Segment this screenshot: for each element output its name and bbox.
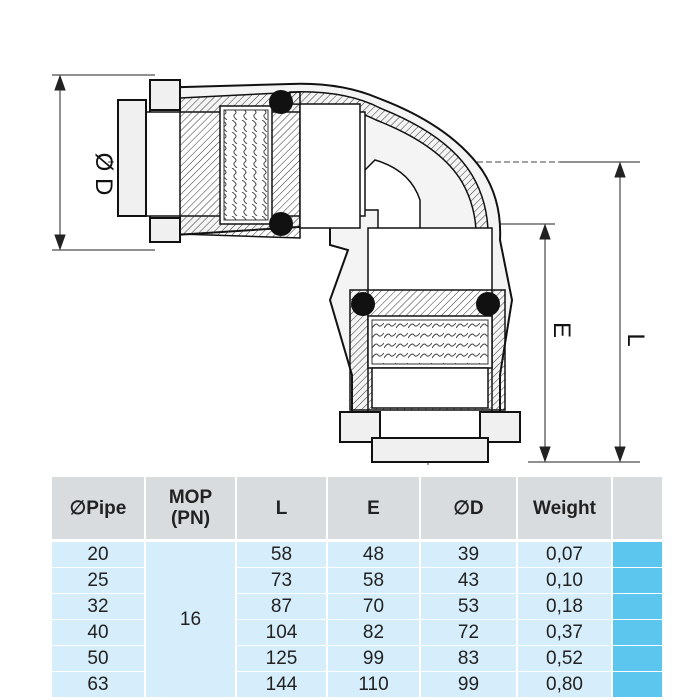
color-swatch [613, 620, 662, 645]
cell-pipe: 32 [52, 594, 144, 619]
header-e: E [328, 477, 419, 539]
cell-l: 58 [237, 542, 326, 567]
cell-l: 104 [237, 620, 326, 645]
table-header [52, 477, 650, 539]
cell-pipe: 63 [52, 672, 144, 697]
cell-weight: 0,18 [518, 594, 611, 619]
column-swatch [613, 542, 662, 697]
dimension-l [560, 162, 640, 462]
dimension-l-label: L [622, 333, 649, 347]
dimension-d-label: Ø D [90, 152, 117, 196]
column-l [237, 542, 326, 697]
color-swatch [613, 594, 662, 619]
spec-table [52, 477, 650, 700]
cell-weight: 0,80 [518, 672, 611, 697]
column-pipe [52, 542, 144, 697]
cell-l: 87 [237, 594, 326, 619]
cell-e: 99 [328, 646, 419, 671]
header-weight: Weight [518, 477, 611, 539]
cell-e: 110 [328, 672, 419, 697]
cell-weight: 0,37 [518, 620, 611, 645]
cell-e: 82 [328, 620, 419, 645]
color-swatch [613, 542, 662, 567]
cell-weight: 0,07 [518, 542, 611, 567]
cell-weight: 0,52 [518, 646, 611, 671]
header-pipe: ∅Pipe [52, 477, 144, 539]
cell-d: 39 [421, 542, 516, 567]
cell-weight: 0,10 [518, 568, 611, 593]
cell-d: 83 [421, 646, 516, 671]
dimension-e-label: E [548, 321, 575, 339]
header-mop [146, 477, 235, 539]
cell-d: 99 [421, 672, 516, 697]
cell-e: 70 [328, 594, 419, 619]
column-weight [518, 542, 611, 697]
cell-l: 144 [237, 672, 326, 697]
column-d [421, 542, 516, 697]
color-swatch [613, 672, 662, 697]
column-mop [146, 542, 235, 697]
header-l: L [237, 477, 326, 539]
header-d: ∅D [421, 477, 516, 539]
table-body [52, 542, 650, 697]
cell-pipe: 25 [52, 568, 144, 593]
cell-d: 53 [421, 594, 516, 619]
cell-pipe: 40 [52, 620, 144, 645]
horizontal-bore [118, 80, 365, 242]
header-swatch [613, 477, 662, 539]
cell-d: 72 [421, 620, 516, 645]
cell-pipe: 50 [52, 646, 144, 671]
cell-pipe: 20 [52, 542, 144, 567]
cell-e: 58 [328, 568, 419, 593]
header-mop-line2: (PN) [170, 508, 211, 529]
cell-e: 48 [328, 542, 419, 567]
color-swatch [613, 646, 662, 671]
cell-mop: 16 [146, 542, 235, 697]
cell-l: 73 [237, 568, 326, 593]
column-e [328, 542, 419, 697]
header-mop-line1: MOP [168, 487, 213, 508]
cell-d: 43 [421, 568, 516, 593]
cell-l: 125 [237, 646, 326, 671]
color-swatch [613, 568, 662, 593]
